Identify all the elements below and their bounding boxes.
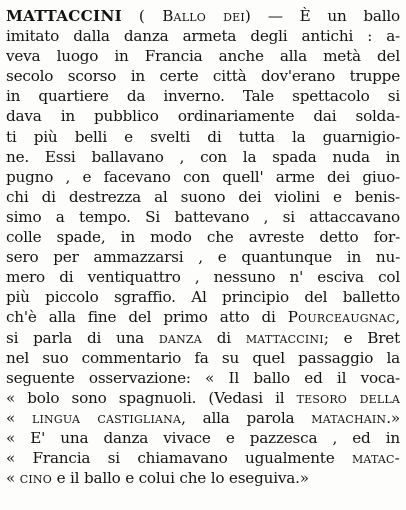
entry-line [6, 448, 400, 468]
entry-line: nel suo commentario fa su quel passaggio la [6, 348, 400, 367]
term-smallcaps: matac- [351, 449, 400, 468]
entry-line: simo a tempo. Si battevano , si attaccavano [6, 207, 400, 226]
term-smallcaps: cino [19, 469, 52, 488]
entry-text: , [395, 308, 400, 327]
entry-text: e il ballo e colui che lo eseguiva.» [51, 469, 309, 488]
entry-text: « bolo sono spagnuoli. (Vedasi il [6, 388, 297, 407]
entry-line: dava in pubblico ordinariamente dai solda- [6, 107, 400, 126]
entry-text: — È un ballo [251, 7, 400, 25]
entry-line: imitato dalla danza armeta degli antichi : a- [6, 27, 400, 46]
dictionary-entry [6, 6, 400, 488]
entry-line: mero di ventiquattro , nessuno n' esciva col [6, 268, 400, 287]
entry-line [6, 468, 400, 488]
work-title: Pourceaugnac [287, 308, 396, 327]
entry-text: .» [386, 408, 400, 427]
entry-line: seguente osservazione: « Il ballo ed il voca- [6, 368, 400, 387]
term-smallcaps: matachain [311, 408, 387, 427]
entry-line: secolo scorso in certe città dov'erano truppe [6, 67, 400, 86]
entry-line: « E' una danza vivace e pazzesca , ed in [6, 428, 400, 447]
entry-line: chi di destrezza al suono dei violini e benis- [6, 187, 400, 206]
entry-line [6, 328, 400, 348]
entry-text: « [6, 408, 32, 427]
entry-text: , alla parola [181, 408, 312, 427]
entry-line [6, 408, 400, 428]
entry-headword: MATTACCINI [6, 7, 123, 25]
entry-line: sero per ammazzarsi , e quantunque in nu- [6, 248, 400, 267]
entry-line: colle spade, in modo che avreste detto for- [6, 228, 400, 247]
term-smallcaps: danza [158, 328, 202, 347]
entry-text: « [6, 469, 20, 488]
entry-line: ti più belli e svelti di tutta la guarnigio- [6, 127, 400, 146]
entry-text: « Francia si chiamavano ugualmente [6, 449, 352, 468]
entry-line: pugno , e facevano con quell' arme dei giuo- [6, 167, 400, 186]
entry-line: più piccolo sgraffio. Al principio del balletto [6, 288, 400, 307]
entry-line [6, 6, 400, 26]
entry-line [6, 307, 400, 327]
work-title: tesoro della [296, 388, 401, 407]
work-title: lingua castigliana [31, 408, 182, 427]
entry-line: ne. Essi ballavano , con la spada nuda in [6, 147, 400, 166]
entry-line [6, 388, 400, 408]
entry-line: veva luogo in Francia anche alla metà del [6, 47, 400, 66]
entry-line: in quartiere da inverno. Tale spettacolo si [6, 87, 400, 106]
entry-text: ch'è alla fine del primo atto di [6, 308, 288, 327]
term-smallcaps: mattaccini [245, 328, 324, 347]
entry-label: ( Ballo dei) [138, 7, 252, 25]
entry-text: di [201, 328, 246, 347]
entry-text: ; e Bret [323, 328, 400, 347]
entry-text: si parla di una [6, 328, 159, 347]
